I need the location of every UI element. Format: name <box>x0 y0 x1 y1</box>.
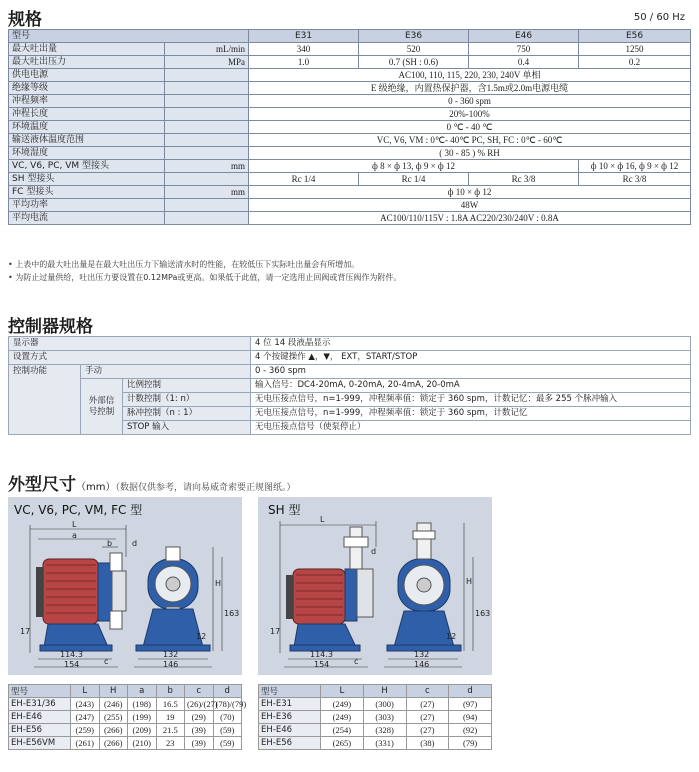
dim-c-right: c <box>354 657 359 666</box>
dim-table-cell: (78)/(79) <box>213 698 242 711</box>
spec-cell: VC, V6, VM : 0℃- 40℃ PC, SH, FC : 0℃ - 60℃ <box>249 134 691 147</box>
dim-table-cell: (97) <box>449 698 492 711</box>
spec-note-1: • 上表中的最大吐出量是在最大吐出压力下输送清水时的性能，在较低压下实际吐出量会有所增加。 <box>8 260 360 269</box>
spec-row-unit <box>165 108 249 121</box>
spec-row-unit <box>165 82 249 95</box>
dim-b-left: b <box>107 539 113 548</box>
dim-table-cell: (259) <box>71 724 100 737</box>
dim-table-cell: (27) <box>406 698 449 711</box>
spec-cell: AC100/110/115V : 1.8A AC220/230/240V : 0.8A <box>249 212 691 225</box>
stop-value: 无电压接点信号（使泵停止） <box>251 421 691 435</box>
spec-cell: Rc 3/8 <box>579 173 691 186</box>
dim-table-cell: 19 <box>156 711 185 724</box>
dim-table-cell: 16.5 <box>156 698 185 711</box>
dim-table-header: H <box>363 685 406 698</box>
dim-table-header: c <box>406 685 449 698</box>
dim-table-row <box>259 711 492 724</box>
dim-table-cell: (247) <box>71 711 100 724</box>
dimensions-unit: （mm） <box>76 482 116 493</box>
dim-table-cell: (59) <box>213 737 242 750</box>
dim-table-cell: (300) <box>363 698 406 711</box>
dim-table-row <box>9 698 242 711</box>
spec-row <box>9 134 691 147</box>
dim-table-cell: (26)/(27) <box>185 698 214 711</box>
dim-table-cell: (198) <box>128 698 157 711</box>
dim-table-cell: (249) <box>321 711 364 724</box>
frequency-label: 50 / 60 Hz <box>633 12 685 23</box>
dim-154-left: 154 <box>64 660 80 669</box>
dim-table-header: d <box>449 685 492 698</box>
dim-table-header: 型号 <box>9 685 71 698</box>
dim-table-cell: (266) <box>99 724 128 737</box>
dim-table-cell: (27) <box>406 724 449 737</box>
spec-row <box>9 56 691 69</box>
display-value: 4 位 14 段液晶显示 <box>251 337 691 351</box>
dim-132-left: 132 <box>163 650 179 659</box>
dim-table-cell: (331) <box>363 737 406 750</box>
dim-table-model: EH-E46 <box>9 711 71 724</box>
spec-cell: ф 8 × ф 13, ф 9 × ф 12 <box>249 160 579 173</box>
drawing-panel-right <box>258 497 492 675</box>
spec-row <box>9 43 691 56</box>
dim-table-model: EH-E31/36 <box>9 698 71 711</box>
spec-row-unit <box>165 121 249 134</box>
dim-table-header: c <box>185 685 214 698</box>
dim-table-cell: (94) <box>449 711 492 724</box>
dim-table-cell: (199) <box>128 711 157 724</box>
spec-cell: 48W <box>249 199 691 212</box>
spec-row-label: 最大吐出压力 <box>9 56 165 69</box>
spec-cell: Rc 1/4 <box>249 173 359 186</box>
spec-cell: AC100, 110, 115, 220, 230, 240V 单相 <box>249 69 691 82</box>
dim-table-cell: (79) <box>449 737 492 750</box>
model-e56: E56 <box>579 30 691 43</box>
dim-table-cell: (243) <box>71 698 100 711</box>
dim-table-cell: (210) <box>128 737 157 750</box>
dim-table-cell: (39) <box>185 737 214 750</box>
proportional-label: 比例控制 <box>123 379 251 393</box>
spec-row-label: SH 型接头 <box>9 173 165 186</box>
dim-17-right: 17 <box>270 627 281 636</box>
proportional-value: 输入信号：DC4-20mA, 0-20mA, 20-4mA, 20-0mA <box>251 379 691 393</box>
spec-row-label: VC, V6, PC, VM 型接头 <box>9 160 165 173</box>
spec-header-label: 型号 <box>9 30 249 43</box>
spec-row <box>9 147 691 160</box>
spec-cell: 340 <box>249 43 359 56</box>
pulse-label: 脉冲控制（n : 1） <box>123 407 251 421</box>
dim-table-cell: (38) <box>406 737 449 750</box>
dim-114-left: 114.3 <box>60 650 83 659</box>
dim-table-row <box>259 698 492 711</box>
side-view-left <box>36 553 126 651</box>
dimensions-title: 外型尺寸 <box>8 475 76 495</box>
model-e31: E31 <box>249 30 359 43</box>
pump-drawing-right <box>258 497 492 675</box>
drawing-panel-left <box>8 497 242 675</box>
spec-row-label: 环境湿度 <box>9 147 165 160</box>
external-signal-label: 外部信号控制 <box>81 379 123 435</box>
dim-table-cell: (39) <box>185 724 214 737</box>
dim-table-header: a <box>128 685 157 698</box>
dim-table-header: L <box>321 685 364 698</box>
dim-table-cell: (261) <box>71 737 100 750</box>
dim-table-cell: (328) <box>363 724 406 737</box>
spec-cell: 0.7 (SH : 0.6) <box>359 56 469 69</box>
spec-cell: 0.2 <box>579 56 691 69</box>
spec-cell: 20%-100% <box>249 108 691 121</box>
pulse-value: 无电压接点信号，n=1-999，冲程频率值：锁定于 360 spm，计数记忆 <box>251 407 691 421</box>
dim-table-header: L <box>71 685 100 698</box>
spec-row-label: 输送液体温度范围 <box>9 134 165 147</box>
dim-H-right: H <box>466 577 473 586</box>
dim-table-cell: (265) <box>321 737 364 750</box>
dim-154-right: 154 <box>314 660 330 669</box>
side-view-right <box>286 527 373 651</box>
spec-row-label: 冲程长度 <box>9 108 165 121</box>
dim-table-header: d <box>213 685 242 698</box>
dim-table-row <box>9 737 242 750</box>
spec-row-unit <box>165 69 249 82</box>
spec-row-unit <box>165 134 249 147</box>
spec-cell: 1250 <box>579 43 691 56</box>
spec-cell: ф 10 × ф 16, ф 9 × ф 12 <box>579 160 691 173</box>
left-panel-title: VC, V6, PC, VM, FC 型 <box>14 503 143 517</box>
spec-cell: 0 ℃ - 40 ℃ <box>249 121 691 134</box>
dim-table-cell: (249) <box>321 698 364 711</box>
dim-table-cell: (92) <box>449 724 492 737</box>
dim-table-cell: (29) <box>185 711 214 724</box>
dim-17-left: 17 <box>20 627 31 636</box>
spec-row-unit: mm <box>165 160 249 173</box>
dim-d-right: d <box>371 547 377 556</box>
dim-table-model: EH-E36 <box>259 711 321 724</box>
dim-c-left: c <box>104 657 109 666</box>
spec-row-unit <box>165 212 249 225</box>
spec-row-unit <box>165 95 249 108</box>
spec-table <box>8 29 691 225</box>
dim-table-row <box>9 724 242 737</box>
dim-146-left: 146 <box>163 660 179 669</box>
dim-d-left: d <box>132 539 138 548</box>
spec-row <box>9 121 691 134</box>
spec-cell: 520 <box>359 43 469 56</box>
dim-table-cell: (254) <box>321 724 364 737</box>
dimensions-heading <box>8 470 296 495</box>
dim-146-right: 146 <box>414 660 430 669</box>
dim-L-left: L <box>72 520 77 529</box>
spec-row-label: 供电电源 <box>9 69 165 82</box>
dim-table-row <box>259 724 492 737</box>
dim-table-cell: (59) <box>213 724 242 737</box>
spec-cell: 0.4 <box>469 56 579 69</box>
dim-L-right: L <box>320 515 325 524</box>
dimension-table-right <box>258 684 492 750</box>
count-value: 无电压接点信号，n=1-999，冲程频率值：锁定于 360 spm，计数记忆：最多 255 个脉冲输入 <box>251 393 691 407</box>
spec-cell: Rc 1/4 <box>359 173 469 186</box>
dim-12-left: 12 <box>196 632 207 641</box>
dim-table-model: EH-E56 <box>259 737 321 750</box>
manual-value: 0 - 360 spm <box>251 365 691 379</box>
dim-table-header: b <box>156 685 185 698</box>
manual-label: 手动 <box>81 365 251 379</box>
spec-cell: ( 30 - 85 ) % RH <box>249 147 691 160</box>
dim-table-cell: (255) <box>99 711 128 724</box>
setting-value: 4 个按键操作 ▲，▼， EXT，START/STOP <box>251 351 691 365</box>
dimensions-note: （数据仅供参考，请向易威奇索要正规图纸。） <box>115 483 296 493</box>
spec-row-label: FC 型接头 <box>9 186 165 199</box>
dim-table-model: EH-E56VM <box>9 737 71 750</box>
spec-row <box>9 186 691 199</box>
spec-row-unit: MPa <box>165 56 249 69</box>
dim-table-model: EH-E56 <box>9 724 71 737</box>
spec-row-label: 最大吐出量 <box>9 43 165 56</box>
spec-cell: ф 10 × ф 12 <box>249 186 691 199</box>
spec-row <box>9 173 691 186</box>
controller-title: 控制器规格 <box>8 317 93 337</box>
dim-table-cell: 21.5 <box>156 724 185 737</box>
spec-cell: Rc 3/8 <box>469 173 579 186</box>
dim-table-row <box>9 711 242 724</box>
stop-label: STOP 输入 <box>123 421 251 435</box>
dim-12-right: 12 <box>446 632 457 641</box>
dim-163-right: 163 <box>475 609 491 618</box>
spec-row-label: 绝缘等级 <box>9 82 165 95</box>
spec-row-label: 平均功率 <box>9 199 165 212</box>
controller-table <box>8 336 691 435</box>
spec-title: 规格 <box>8 10 42 30</box>
dim-table-header: H <box>99 685 128 698</box>
dim-table-cell: (303) <box>363 711 406 724</box>
spec-notes <box>8 258 401 284</box>
dim-table-cell: (246) <box>99 698 128 711</box>
display-label: 显示器 <box>9 337 251 351</box>
setting-label: 设置方式 <box>9 351 251 365</box>
spec-row-label: 平均电流 <box>9 212 165 225</box>
spec-row <box>9 108 691 121</box>
dim-163-left: 163 <box>224 609 240 618</box>
spec-row-label: 环境温度 <box>9 121 165 134</box>
count-label: 计数控制（1: n） <box>123 393 251 407</box>
spec-row <box>9 160 691 173</box>
dim-table-model: EH-E46 <box>259 724 321 737</box>
spec-cell: 0 - 360 spm <box>249 95 691 108</box>
dim-table-model: EH-E31 <box>259 698 321 711</box>
spec-row-label: 冲程频率 <box>9 95 165 108</box>
dim-114-right: 114.3 <box>310 650 333 659</box>
spec-cell: 1.0 <box>249 56 359 69</box>
spec-row-unit <box>165 147 249 160</box>
dim-table-cell: 23 <box>156 737 185 750</box>
spec-row <box>9 82 691 95</box>
spec-header-row <box>9 30 691 43</box>
dim-table-cell: (70) <box>213 711 242 724</box>
dim-H-left: H <box>215 579 222 588</box>
dim-table-cell: (27) <box>406 711 449 724</box>
spec-row <box>9 212 691 225</box>
spec-row <box>9 199 691 212</box>
spec-row-unit: mL/min <box>165 43 249 56</box>
spec-note-2: • 为防止过量供给，吐出压力要设置在0.12MPa或更高。如果低于此值，请一定选用止回阀或背压阀作为附件。 <box>8 273 402 282</box>
pump-drawing-left <box>8 497 242 675</box>
spec-row <box>9 95 691 108</box>
spec-row-unit <box>165 199 249 212</box>
spec-row <box>9 69 691 82</box>
spec-cell: 750 <box>469 43 579 56</box>
dim-table-cell: (266) <box>99 737 128 750</box>
dim-table-header: 型号 <box>259 685 321 698</box>
spec-row-unit <box>165 173 249 186</box>
dim-132-right: 132 <box>414 650 430 659</box>
right-panel-title: SH 型 <box>268 503 301 517</box>
model-e36: E36 <box>359 30 469 43</box>
function-label: 控制功能 <box>9 365 81 435</box>
dim-table-cell: (209) <box>128 724 157 737</box>
dim-table-row <box>259 737 492 750</box>
dimension-table-left <box>8 684 247 750</box>
spec-cell: E 级绝缘，内置热保护器，含1.5m或2.0m电源电缆 <box>249 82 691 95</box>
dim-a-left: a <box>72 531 77 540</box>
spec-row-unit: mm <box>165 186 249 199</box>
model-e46: E46 <box>469 30 579 43</box>
